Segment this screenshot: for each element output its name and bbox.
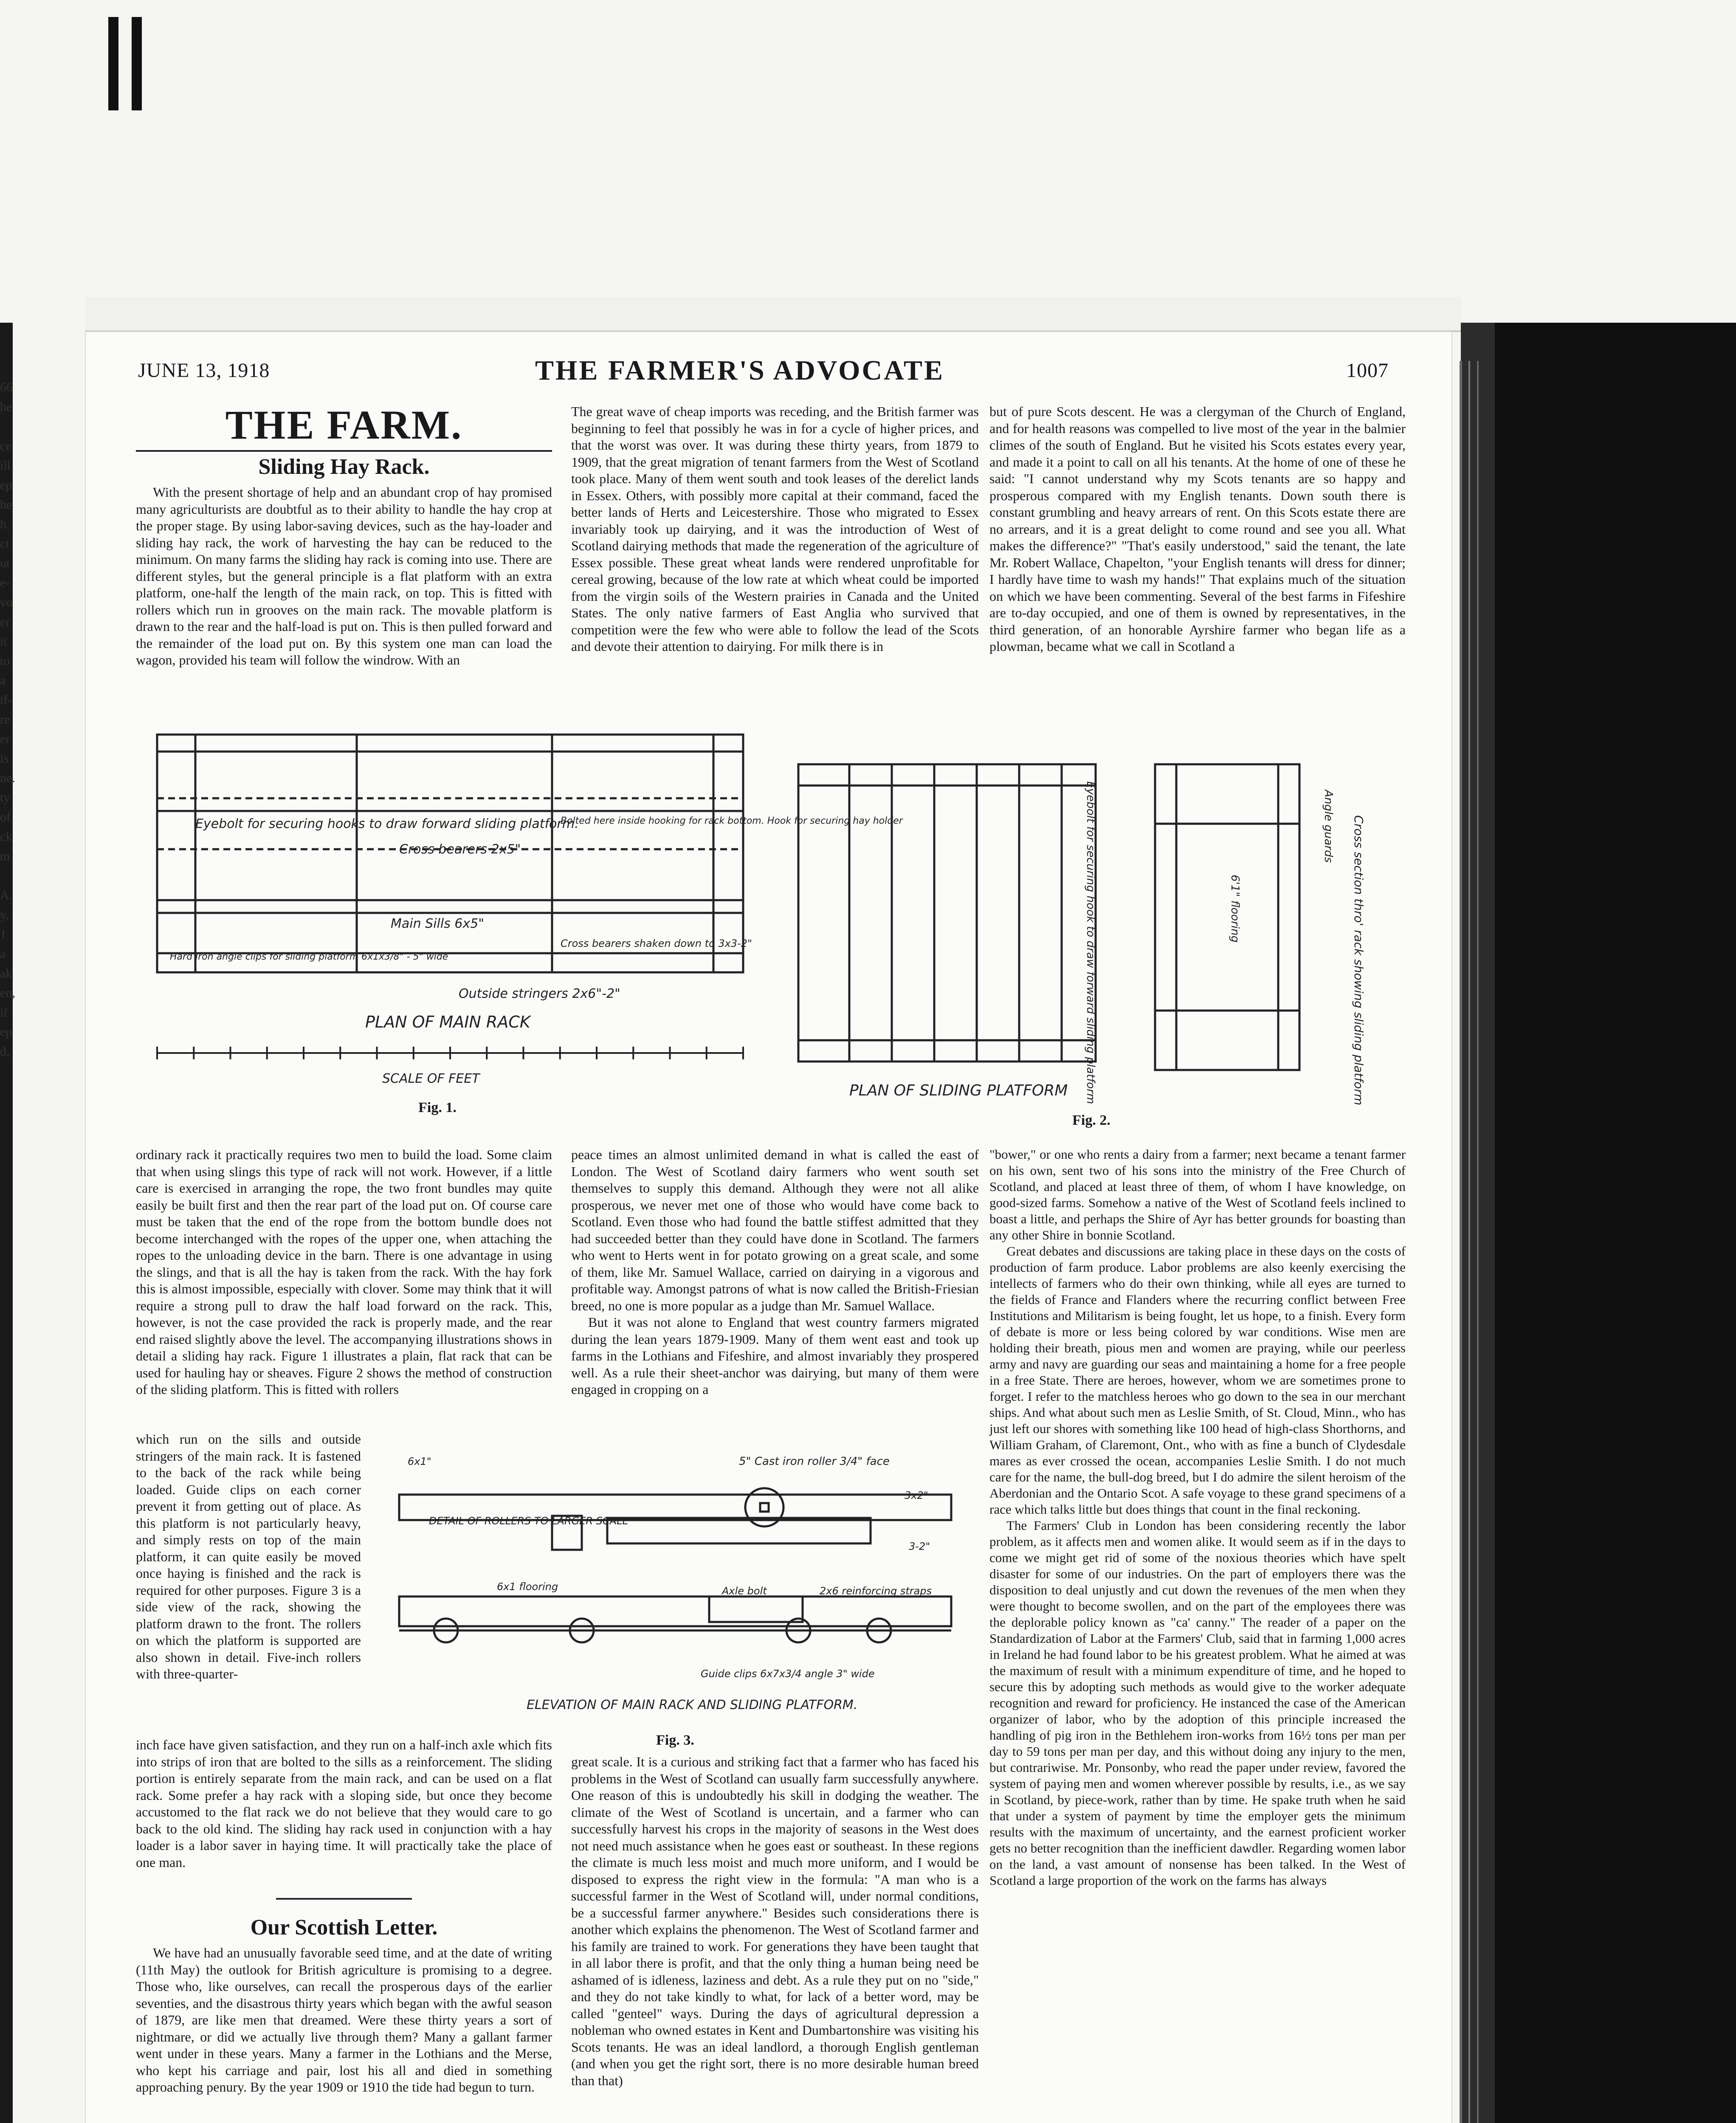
section-rule xyxy=(136,450,552,452)
paragraph: Great debates and discussions are taking place in these days on the costs of production of farm produce. Labor problems are also keenly exercising the intellects of farmers who do their own thinking, while all eyes are turned to the fields of France and Flanders where the recurring conflict between Free Institutions and Militarism is being fought, let us hope, to a finish. Every form of debate is more or less being colored by war conditions. Wise men are holding their breath, pious men and women are praying, while our peerless army and navy are guarding our seas and maintaining a home for a free people in a free State. There are heroes, however, whom we are sometimes prone to forget. I refer to the matchless heroes who go down to the sea in our merchant ships. And what about such men as Leslie Smith, of St. Cloud, Minn., who has just left our shores with something like 100 head of high-class Shorthorns, and William Graham, of Claremont, Ont., who with as fine a bunch of Clydesdale mares as ever crossed the ocean, accompanies Leslie Smith. I do not much care for the name, the bull-dog breed, but I do admire the silent heroism of the Aberdonian and the Ontario Scot. A safe voyage to these grand specimens of a race which talks little but does things that count in the final reckoning. xyxy=(989,1244,1406,1517)
fig2-title: PLAN OF SLIDING PLATFORM xyxy=(849,1082,1068,1099)
figure-2-plan-of-sliding-platform xyxy=(773,747,1435,1112)
article-divider xyxy=(276,1898,412,1900)
fig2-label-flooring: 6'1" flooring xyxy=(1229,875,1241,943)
article-column-1-end xyxy=(136,1737,552,1871)
figure-2-caption: Fig. 2. xyxy=(1072,1112,1110,1128)
fig1-label-cross-bearers: Cross bearers 2x5" xyxy=(399,842,521,857)
paragraph: inch face have given satisfaction, and they run on a half-inch axle which fits into strips of iron that are bolted to the sills as a reinforcement. The sliding portion is entirely separate from the main rack, and can be used on a flat rack. Some prefer a hay rack with a sloping side, but once they become accustomed to the flat rack we do not believe that they would care to go back to the old kind. The sliding hay rack used in conjunction with a hay loader is a labor saver in haying time. It will practically take the place of one man. xyxy=(136,1737,552,1870)
paragraph: With the present shortage of help and an abundant crop of hay promised many agriculturists are doubtful as to their ability to handle the hay crop at the proper stage. By using labor-saving devices, such as the hay-loader and sliding hay rack, the work of harvesting the hay can be reduced to the minimum. On many farms the sliding hay rack is coming into use. There are different styles, but the general principle is a flat platform with an extra platform, one-half the length of the main rack, on top. This is fitted with rollers which run in grooves on the main rack. The movable platform is drawn to the rear and the half-load is put on. This is then pulled forward and the remainder of the load put on. By this system one man can load the wagon, provided his team will follow the windrow. With an xyxy=(136,484,552,667)
paragraph: The Farmers' Club in London has been considering recently the labor problem, as it affects men and women alike. It would seem as if in the days to come we might get rid of some of the noxious theories which have spelt disaster for some of our industries. On the part of employers there was the disposition to deal unjustly and cut down the revenues of the men when they were thought to become swollen, and on the part of the employees there was the deplorable policy known as "ca' canny." The reader of a paper on the Standardization of Labor at the Farmers' Club, said that in farming 1,000 acres in Ireland he had found labor to be his greatest problem. What he aimed at was the maximum of result with a minimum expenditure of time, and he hoped to secure this by adopting such methods as would give to the worker adequate recognition and reward for proficiency. He instanced the case of the American organizer of labor, who by the adoption of this principle increased the handling of pig iron in the Bethlehem iron-works from 16½ tons per man per day to 59 tons per man per day, and this without doing any injury to the men, but contrariwise. Mr. Ponsonby, who read the paper under review, favored the system of paying men and women wherever possible by results, i.e., as we say in Scotland, by piece-work, rather than by time. He spake truth when he said that under a system of payment by time the employer gets the minimum results with the maximum of uncertainty, and the earnest proficient worker gets no better recognition than the inefficient dawdler. Regarding women labor on the land, a vast amount of nonsense has been talked. In the West of Scotland a large proportion of the work on the farms has always xyxy=(989,1518,1406,1888)
figure-1-plan-of-main-rack xyxy=(127,722,903,1125)
article-column-3-top xyxy=(989,403,1406,655)
fig2-label-cross-section: Cross section thro' rack showing sliding platform xyxy=(1352,815,1366,1106)
article-column-1-scottish xyxy=(136,1945,552,2096)
fig3-label-flooring: 6x1 flooring xyxy=(497,1581,558,1593)
article-title-sliding-hay-rack: Sliding Hay Rack. xyxy=(258,455,430,479)
fig3-label-6x1: 6x1" xyxy=(408,1456,431,1467)
fig3-label-reinforcing-straps: 2x6 reinforcing straps xyxy=(820,1585,932,1597)
fig1-label-angle-clips: Hard iron angle clips for sliding platform 6x1x3/8" - 5" wide xyxy=(170,952,448,962)
article-column-2-top xyxy=(571,403,979,655)
page-number: 1007 xyxy=(1346,359,1389,382)
fig1-label-bolted: Bolted here inside hooking for rack bottom. Hook for securing hay holder xyxy=(561,816,903,826)
fig2-label-eyebolt: Eyebolt for securing hook to draw forward sliding platform xyxy=(1084,781,1097,1104)
fig1-label-cross-bearers-down: Cross bearers shaken down to 3x3-2" xyxy=(561,938,752,949)
masthead: THE FARMER'S ADVOCATE xyxy=(535,355,944,386)
fig1-title: PLAN OF MAIN RACK xyxy=(365,1013,530,1031)
paragraph: great scale. It is a curious and striking fact that a farmer who has faced his problems in the West of Scotland can usually farm successfully anywhere. One reason of this is undoubtedly his skill in dodging the weather. The climate of the West of Scotland is uncertain, and a farmer who can successfully harvest his crops in the majority of seasons in the West does not need much assistance when he goes east or southeast. In these regions the climate is much less moist and much more uniform, and I would be disposed to express the right view in the formula: "A man who is a successful farmer in the West of Scotland will, under normal conditions, be a successful farmer anywhere." Besides such considerations there is another which explains the phenomenon. The West of Scotland farmer and his family are trained to work. For generations they have been taught that in all labor there is profit, and that the only thing a human being need be ashamed of is idleness, laziness and debt. As a rule they put on no "side," and they do not take kindly to what, for lack of a better word, may be called "genteel" ways. During the days of agricultural depression a nobleman who owned estates in Kent and Dumbartonshire was visiting his Scots tenants. He was an ideal landlord, a thorough English gentleman (and when you get the right sort, there is no more desirable human breed than that) xyxy=(571,1754,979,2088)
paragraph: which run on the sills and outside stringers of the main rack. It is fastened to the back of the rack while being loaded. Guide clips on each corner prevent it from getting out of place. As this platform is not particularly heavy, and simply rests on top of the main platform, it can quite easily be moved once haying is finished and the rack is required for other purposes. Figure 3 is a side view of the rack, showing the platform drawn to the front. The rollers on which the platform is supported are also shown in detail. Five-inch rollers with three-quarter- xyxy=(136,1431,361,1681)
fig1-label-eyebolt: Eyebolt for securing hooks to draw forward sliding platform. xyxy=(195,817,579,831)
fig3-label-3-2: 3-2" xyxy=(909,1540,930,1552)
paragraph: But it was not alone to England that west country farmers migrated during the lean years 1879-1909. Many of them went east and took up farms in the Lothians and Fifeshire, and almost invariably they prospered well. As a rule their sheet-anchor was dairying, but many of them were engaged in cropping on a xyxy=(571,1315,979,1397)
paragraph: The great wave of cheap imports was receding, and the British farmer was beginning to feel that possibly he was in for a cycle of higher prices, and that the worst was over. It was during these thirty years, from 1879 to 1909, that the great migration of tenant farmers from the West of Scotland took place. Many of them went south and took leases of the derelict lands in Essex. Others, with possibly more capital at their command, faced the better lands of Herts and Leicestershire. Those who migrated to Essex invariably took up dairying, and it was the introduction of West of Scotland dairying methods that made the regeneration of the agriculture of Essex possible. These great wheat lands were rendered unprofitable for cereal growing, because of the low rate at which wheat could be imported from the virgin soils of the Western prairies in Canada and the United States. The only native farmers of East Anglia who survived that competition were the few who were able to follow the lead of the Scots and devote their attention to dairying. For milk there is in xyxy=(571,404,979,654)
paragraph: We have had an unusually favorable seed time, and at the date of writing (11th May) the outlook for British agriculture is promising to a degree. Those who, like ourselves, can recall the prosperous days of the earlier seventies, and the disastrous thirty years which began with the awful season of 1879, are like men that dreamed. Were these thirty years a sort of nightmare, or did we actually live through them? Many a gallant farmer went under in these years. Many a farmer in the Lothians and the Merse, who kept his carriage and pair, lost his all and died in something approaching penury. By the year 1909 or 1910 the tide had begun to turn. xyxy=(136,1945,552,2095)
adjacent-page-fragment: 66 he ce ill ep he h, ct ut e- vo er it to a if- re er is ne. ty of ck m A. y, 1 a ak en, if ep d, xyxy=(0,380,15,1059)
issue-date: JUNE 13, 1918 xyxy=(138,359,270,382)
fig1-label-main-sills: Main Sills 6x5" xyxy=(391,916,485,931)
section-title: THE FARM. xyxy=(225,402,463,448)
paragraph: "bower," or one who rents a dairy from a farmer; next became a tenant farmer on his own, sent two of his sons into the ministry of the Free Church of Scotland, and placed at least three of them, of whom I have knowledge, on good-sized farms. Somehow a native of the West of Scotland feels inclined to boast a little, and perhaps the Shire of Ayr has better grounds for boasting than any other Shire in bonnie Scotland. xyxy=(989,1147,1406,1242)
figure-3-caption: Fig. 3. xyxy=(656,1732,694,1748)
article-column-1-top xyxy=(136,484,552,669)
fig2-label-angle-guards: Angle guards xyxy=(1322,790,1335,863)
figure-3-elevation xyxy=(369,1431,981,1728)
fig3-label-guide-clips: Guide clips 6x7x3/4 angle 3" wide xyxy=(701,1668,875,1680)
article-column-2-middle xyxy=(571,1146,979,1398)
paragraph: ordinary rack it practically requires two men to build the load. Some claim that when using slings this type of rack will not work. However, if a little care is exercised in arranging the rope, the two front bundles may quite easily be built first and then the rear part of the load put on. Of course care must be taken that the end of the rope from the bottom bundle does not become interchanged with the ropes of the upper one, when attaching the ropes to the unloading device in the barn. There is one advantage in using the slings, and that is all the hay is taken from the rack. With the hay fork this is almost impossible, especially with clover. Some may think that it will require a strong pull to draw the half load forward on the rack. This, however, is not the case provided the rack is properly made, and the rear end raised slightly above the level. The accompanying illustrations shows in detail a sliding hay rack. Figure 1 illustrates a plain, flat rack that can be used for hauling hay or sheaves. Figure 2 shows the method of construction of the sliding platform. This is fitted with rollers xyxy=(136,1147,552,1397)
figure-1-caption: Fig. 1. xyxy=(418,1100,457,1115)
fig1-scale-label: SCALE OF FEET xyxy=(382,1071,480,1086)
paragraph: but of pure Scots descent. He was a clergyman of the Church of England, and for health reasons was compelled to live most of the year in the balmier climes of the south of England. But he visited his Scots estates every year, and made it a point to call on all his tenants. At the home of one of these he said: "I cannot understand why my Scots tenants are so happy and prosperous compared with my English tenants. Down south there is constant grumbling and heavy arrears of rent. On this Scots estate there are no arrears, and it is a great delight to come round and see you all. What makes the difference?" "That's easily understood," said the tenant, the late Mr. Robert Wallace, Chapelton, "your English tenants will dress for dinner; I hardly have time to wash my hands!" That explains much of the situation on which we have been commenting. Several of the best farms in Fifeshire are to-day occupied, and one of them is owned by representatives, in the third generation, of an honorable Ayrshire farmer who began life as a plowman, became what we call in Scotland a xyxy=(989,404,1406,654)
fig1-label-outside-stringers: Outside stringers 2x6"-2" xyxy=(459,986,620,1001)
article-column-3-bottom xyxy=(989,1146,1406,1889)
fig3-label-3x2: 3x2" xyxy=(905,1489,928,1501)
article-column-1-narrow xyxy=(136,1431,361,1683)
fig3-label-detail-rollers: DETAIL OF ROLLERS TO LARGER SCALE xyxy=(429,1515,629,1527)
fig3-label-cast-iron-roller: 5" Cast iron roller 3/4" face xyxy=(739,1455,890,1468)
article-title-our-scottish-letter: Our Scottish Letter. xyxy=(250,1915,438,1940)
fig3-title: ELEVATION OF MAIN RACK AND SLIDING PLATFORM. xyxy=(527,1698,858,1712)
fig3-label-axle-bolt: Axle bolt xyxy=(722,1585,767,1597)
article-column-1-continued xyxy=(136,1146,552,1398)
paragraph: peace times an almost unlimited demand in what is called the east of London. The West of Scotland dairy farmers who went south set themselves to supply this demand. Although they were not all alike prosperous, we never met one of those who would have come back to Scotland. Even those who had found the battle stiffest admitted that they had succeeded better than they could have done in Scotland. The farmers who went to Herts went in for potato growing on a great scale, and some of them, like Mr. Samuel Wallace, carried on dairying in a vigorous and profitable way. Amongst patrons of what is now called the British-Friesian breed, no one is more popular as a judge than Mr. Samuel Wallace. xyxy=(571,1147,979,1313)
article-column-2-bottom xyxy=(571,1754,979,2089)
